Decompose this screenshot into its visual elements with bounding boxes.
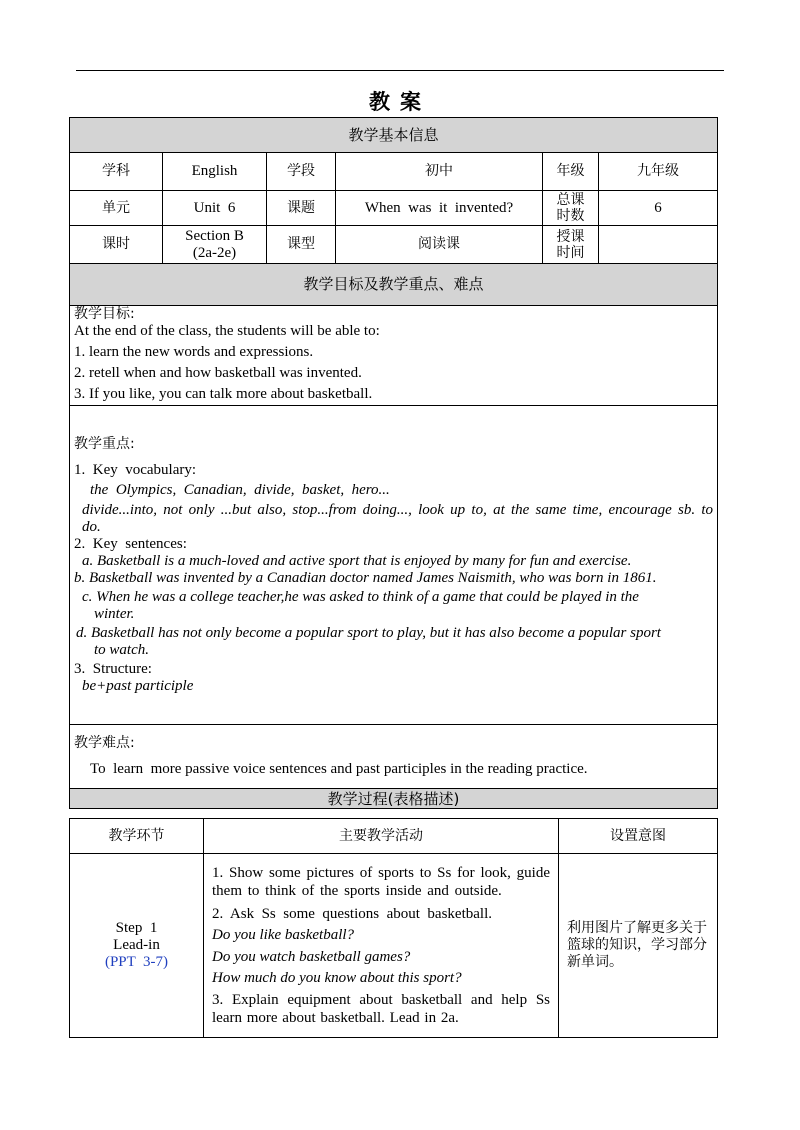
section-basic-info: 教学基本信息 [70, 118, 718, 153]
activity-1: 1. Show some pictures of sports to Ss for look, guide them to think of the sports inside and outside. [212, 864, 550, 899]
process-header-stage: 教学环节 [70, 819, 204, 854]
key-points-block [70, 406, 718, 725]
structure-title: 3. Structure: [74, 660, 152, 677]
teaching-time-value [599, 226, 718, 264]
step-phase: Lead-in [113, 937, 160, 953]
unit-label: 单元 [70, 191, 163, 226]
lesson-type-value: 阅读课 [336, 226, 543, 264]
total-hours-value: 6 [599, 191, 718, 226]
section-goals: 教学目标及教学重点、难点 [70, 264, 718, 306]
vocab-title: 1. Key vocabulary: [74, 461, 197, 478]
subject-value: English [163, 153, 267, 191]
stage-value: 初中 [336, 153, 543, 191]
activity-2: 2. Ask Ss some questions about basketball. [212, 905, 492, 922]
step-name: Step 1 [115, 920, 158, 936]
top-rule [76, 70, 724, 71]
grade-label: 年级 [543, 153, 599, 191]
sentences-title: 2. Key sentences: [74, 535, 187, 552]
question-2: Do you watch basketball games? [212, 948, 411, 965]
structure-value: be+past participle [82, 677, 194, 694]
sentence-c-line-2: winter. [94, 605, 135, 622]
unit-value: Unit 6 [163, 191, 267, 226]
objective-item: 2. retell when and how basketball was invented. [74, 365, 362, 381]
difficulty-heading: 教学难点: [74, 735, 135, 751]
difficulty-text: To learn more passive voice sentences and past participles in the reading practice. [90, 761, 588, 777]
difficulty-block [70, 725, 718, 789]
process-header-activities: 主要教学活动 [204, 819, 559, 854]
purpose-cell: 利用图片了解更多关于篮球的知识，学习部分新单词。 [559, 854, 718, 1038]
step-ppt-ref: (PPT 3-7) [104, 954, 169, 970]
sentence-d-line-2: to watch. [94, 641, 149, 658]
sentence-a: a. Basketball is a much-loved and active sport that is enjoyed by many for fun and exercise. [82, 552, 632, 569]
sentence-c-line-1: c. When he was a college teacher,he was asked to think of a game that could be played in the [82, 588, 639, 605]
objectives-intro: At the end of the class, the students will be able to: [74, 323, 380, 339]
question-1: Do you like basketball? [212, 927, 355, 943]
teaching-time-label: 授课 时间 [543, 226, 599, 264]
activity-3: 3. Explain equipment about basketball and help Ss learn more about basketball. Lead in 2a. [212, 991, 550, 1026]
sentence-d-line-1: d. Basketball has not only become a popular sport to play, but it has also become a popular sport [76, 624, 661, 641]
process-header-purpose: 设置意图 [559, 819, 718, 854]
objectives-heading: 教学目标: [74, 306, 135, 322]
objective-item: 3. If you like, you can talk more about basketball. [74, 386, 373, 402]
key-points-heading: 教学重点: [74, 435, 135, 452]
sentence-b: b. Basketball was invented by a Canadian doctor named James Naismith, who was born in 1861. [74, 569, 657, 586]
period-value: Section B (2a-2e) [163, 226, 267, 264]
topic-label: 课题 [267, 191, 336, 226]
question-3: How much do you know about this sport? [212, 970, 462, 986]
process-table [69, 818, 718, 1038]
step-cell [70, 854, 204, 1038]
grade-value: 九年级 [599, 153, 718, 191]
subject-label: 学科 [70, 153, 163, 191]
period-label: 课时 [70, 226, 163, 264]
lesson-type-label: 课型 [267, 226, 336, 264]
activities-cell [204, 854, 559, 1038]
document-title: 教案 [369, 90, 431, 114]
total-hours-label: 总课 时数 [543, 191, 599, 226]
vocab-line-2: divide...into, not only ...but also, stop...from doing..., look up to, at the same time, encourage sb. to do. [82, 501, 714, 535]
stage-label: 学段 [267, 153, 336, 191]
vocab-line-1: the Olympics, Canadian, divide, basket, hero... [90, 481, 390, 498]
topic-value: When was it invented? [336, 191, 543, 226]
objectives-block [70, 306, 718, 406]
lesson-plan-table [69, 117, 718, 809]
section-process: 教学过程(表格描述) [70, 789, 718, 809]
objective-item: 1. learn the new words and expressions. [74, 344, 314, 360]
